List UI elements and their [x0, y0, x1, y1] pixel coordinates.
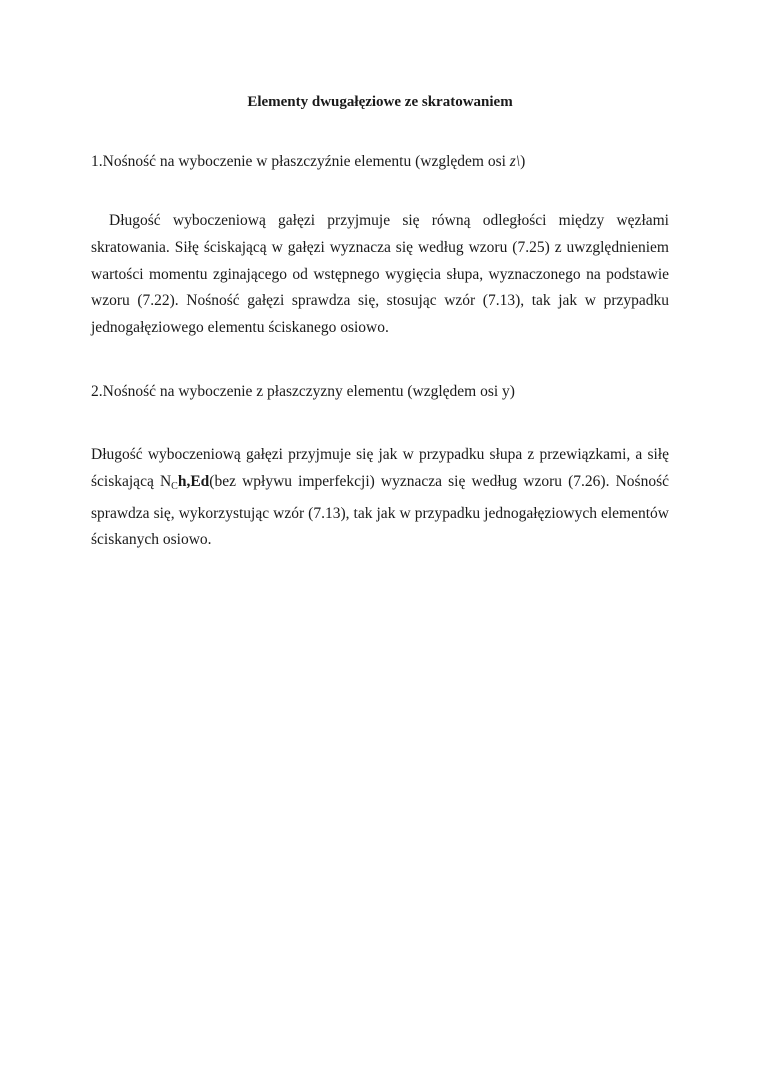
section-2-heading: 2.Nośność na wyboczenie z płaszczyzny elementu (względem osi y): [91, 383, 515, 400]
document-title: Elementy dwugałęziowe ze skratowaniem: [247, 94, 513, 110]
section-1-heading-axis: z\: [509, 153, 521, 170]
section-2-paragraph: [91, 442, 669, 554]
section-1-heading-close: ): [520, 153, 526, 170]
section-1-heading: [91, 152, 671, 172]
section-2-paragraph-end: (bez wpływu imperfekcji) wyznacza się według wzoru (7.26). Nośność sprawdza się, wykorzystując wzór (7.13), tak jak w przypadku jednogałęziowych elementów ściskanych osiowo.: [91, 472, 669, 549]
section-2-paragraph-start: Długość wyboczeniową gałęzi przyjmuje się jak w przypadku słupa z przewiązkami, a siłę ściskającą N: [91, 446, 669, 490]
section-1-heading-text: 1.Nośność na wyboczenie w płaszczyźnie elementu (względem osi: [91, 153, 510, 170]
section-1-paragraph: Długość wyboczeniową gałęzi przyjmuje się równą odległości między węzłami skratowania. Siłę ściskającą w gałęzi wyznacza się według wzoru (7.25) z uwzględnieniem wartości momentu zginającego od wstępnego wygięcia słupa, wyznaczonego na podstawie wzoru (7.22). Nośność gałęzi sprawdza się, stosując wzór (7.13), tak jak w przypadku jednogałęziowego elementu ściskanego osiowo.: [91, 212, 669, 337]
force-subscript: C: [171, 480, 178, 492]
force-bold-index: h,Ed: [177, 472, 210, 490]
